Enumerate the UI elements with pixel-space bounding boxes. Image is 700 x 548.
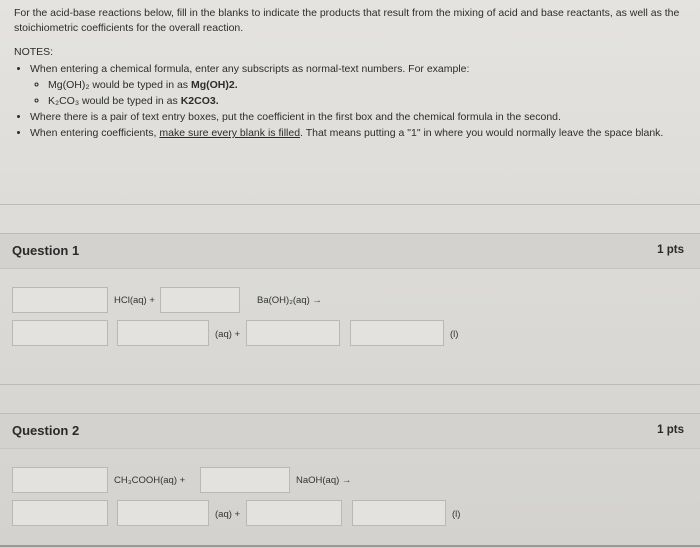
note-coefficients: • When entering coefficients, make sure every blank is filled. That means putting a "1" in where you would normally leave the space blank. [30,126,684,141]
q2-product1-formula-input[interactable] [117,500,209,526]
q2-product2-formula-input[interactable] [352,500,446,526]
example-mgoh2: ◦ Mg(OH)₂ would be typed in as Mg(OH)2. [48,78,684,93]
question-1-header [0,233,700,269]
q2-product2-coefficient-input[interactable] [246,500,342,526]
bottom-edge [0,545,700,547]
q1-reactant1-coefficient-input[interactable] [12,287,108,313]
note-formula: • When entering a chemical formula, enter any subscripts as normal-text numbers. For example: ◦ Mg(OH)₂ would be typed in as Mg(OH)2. ◦ K₂CO₃ would be typed in as K2CO3. [30,62,684,109]
q1-reactant2-label: Ba(OH)₂(aq) → [257,295,322,306]
example-k2co3: ◦ K₂CO₃ would be typed in as K2CO3. [48,94,684,109]
q1-product1-label: (aq) + [215,329,241,340]
question-2-points: 1 pts [657,424,684,436]
q2-reactant1-coefficient-input[interactable] [12,467,108,493]
q1-product1-formula-input[interactable] [117,320,209,346]
question-divider [0,384,700,385]
question-2-header [0,413,700,449]
q2-product1-coefficient-input[interactable] [12,500,108,526]
instructions-text: For the acid-base reactions below, fill in the blanks to indicate the products that result from the mixing of acid and base reactants, as well as the stoichiometric coefficients for the overall reaction. [14,7,680,34]
q1-product2-label: (l) [450,329,459,340]
fill-every-blank-emphasis: make sure every blank is filled [159,127,301,139]
q1-product1-coefficient-input[interactable] [12,320,108,346]
question-2-body [0,448,700,528]
question-1-title: Question 1 [12,243,80,258]
notes-list [14,62,684,141]
question-2-title: Question 2 [12,423,80,438]
section-divider [0,204,700,205]
q1-reactant2-coefficient-input[interactable] [160,287,240,313]
q2-reactant2-coefficient-input[interactable] [200,467,290,493]
instructions [14,6,684,142]
q1-product2-formula-input[interactable] [350,320,444,346]
note-box-pairs: • Where there is a pair of text entry boxes, put the coefficient in the first box and the chemical formula in the second. [30,110,684,125]
q1-product2-coefficient-input[interactable] [246,320,340,346]
q2-product2-label: (l) [452,509,461,520]
q2-reactant2-label: NaOH(aq) → [296,475,352,486]
question-1-points: 1 pts [657,244,684,256]
example-list [30,78,684,109]
q2-product1-label: (aq) + [215,509,241,520]
notes-label: NOTES: [14,46,54,58]
q2-reactant1-label: CH₃COOH(aq) + [114,475,186,486]
q1-reactant1-label: HCl(aq) + [114,295,155,306]
question-1-body [0,268,700,348]
